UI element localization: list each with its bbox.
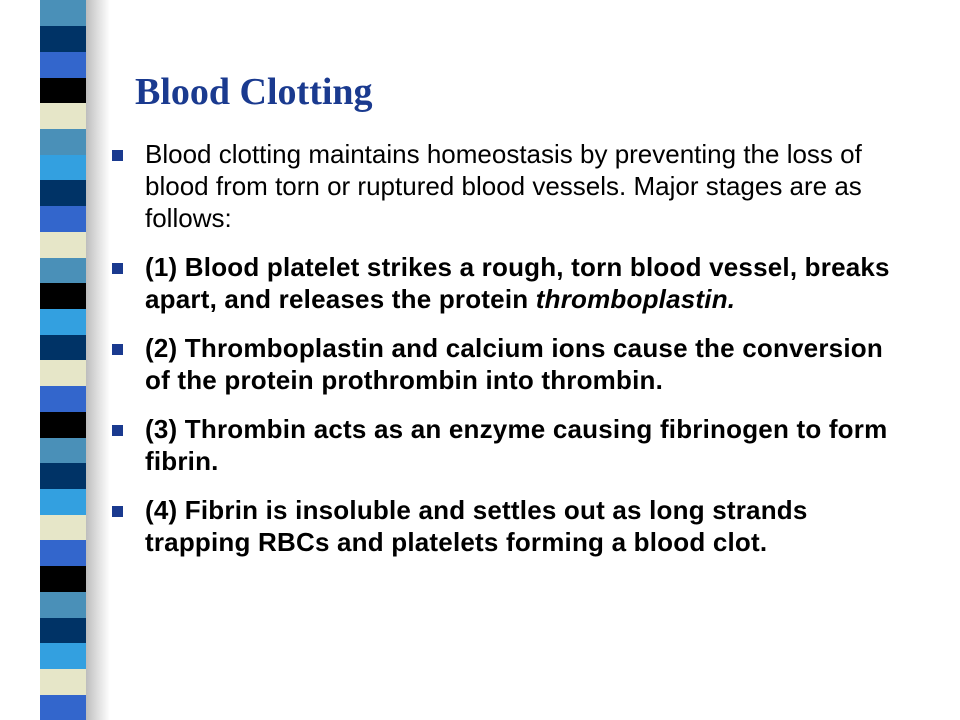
bullet-list: [112, 138, 892, 575]
stripe-block: [40, 566, 86, 592]
bullet-text: (3) Thrombin acts as an enzyme causing fibrinogen to form fibrin.: [145, 414, 888, 476]
stripe-block: [40, 231, 86, 257]
stripe-block: [40, 643, 86, 669]
bullet-item-stage-1: [112, 251, 892, 315]
stripe-block: [40, 540, 86, 566]
bullet-text: Blood clotting maintains homeostasis by preventing the loss of blood from torn or ruptured blood vessels. Major stages are as follows:: [145, 139, 862, 233]
stripe-block: [40, 386, 86, 412]
bullet-item-intro: [112, 138, 892, 234]
stripe-block: [40, 463, 86, 489]
stripe-block: [40, 180, 86, 206]
stripe-block: [40, 77, 86, 103]
stripe-block: [40, 360, 86, 386]
stripe-block: [40, 591, 86, 617]
stripe-block: [40, 154, 86, 180]
stripe-block: [40, 0, 86, 26]
stripe-block: [40, 617, 86, 643]
square-bullet-icon: [112, 263, 123, 274]
bullet-text: (2) Thromboplastin and calcium ions cause the conversion of the protein prothrombin into thrombin.: [145, 333, 883, 395]
stripe-block: [40, 514, 86, 540]
stripe-block: [40, 669, 86, 695]
bullet-text: (4) Fibrin is insoluble and settles out as long strands trapping RBCs and platelets forming a blood clot.: [145, 495, 808, 557]
stripe-block: [40, 411, 86, 437]
stripe-block: [40, 283, 86, 309]
stripe-block: [40, 694, 86, 720]
square-bullet-icon: [112, 150, 123, 161]
stripe-block: [40, 489, 86, 515]
stripe-block: [40, 206, 86, 232]
stripe-block: [40, 257, 86, 283]
bullet-text: (1) Blood platelet strikes a rough, torn blood vessel, breaks apart, and releases the protein: [145, 252, 890, 314]
stripe-shadow: [86, 0, 110, 720]
bullet-text-italic: thromboplastin.: [535, 284, 736, 314]
square-bullet-icon: [112, 425, 123, 436]
bullet-item-stage-4: [112, 494, 892, 558]
stripe-block: [40, 309, 86, 335]
bullet-item-stage-3: [112, 413, 892, 477]
slide-title: Blood Clotting: [135, 71, 373, 113]
square-bullet-icon: [112, 506, 123, 517]
stripe-block: [40, 103, 86, 129]
stripe-block: [40, 437, 86, 463]
decorative-stripe-band: [0, 0, 110, 720]
stripe-block: [40, 51, 86, 77]
stripe-block: [40, 334, 86, 360]
stripe-block: [40, 26, 86, 52]
square-bullet-icon: [112, 344, 123, 355]
stripe-block: [40, 129, 86, 155]
bullet-item-stage-2: [112, 332, 892, 396]
